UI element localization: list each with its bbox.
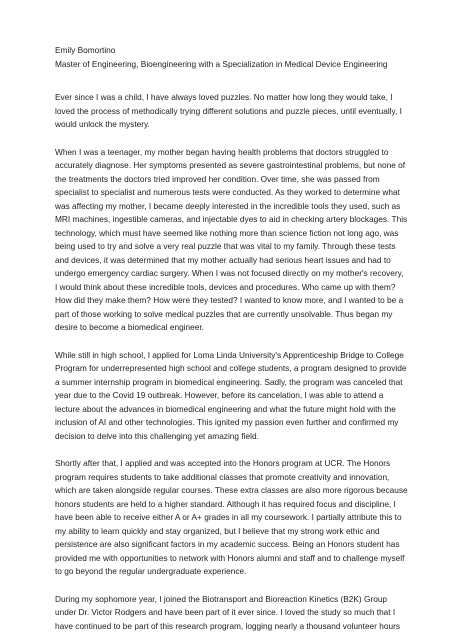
text-line: desire to become a biomedical engineer. [55, 321, 439, 335]
paragraph-3 [55, 349, 439, 444]
text-line: I would think about these incredible tools, devices and procedures. Who came up with them? [55, 281, 439, 295]
paragraph-2 [55, 146, 439, 335]
text-line: decision to delve into this challenging yet amazing field. [55, 430, 439, 444]
paragraph-4 [55, 457, 439, 579]
paragraph-5 [55, 593, 439, 633]
text-line: was affecting my mother, I became deeply interested in the incredible tools they used, such as [55, 200, 439, 214]
document-page [55, 44, 439, 633]
text-line: honors students are held to a higher standard. Although it has required focus and discipline, I [55, 498, 439, 512]
text-line: program requires students to take additional classes that promote creativity and innovation, [55, 471, 439, 485]
text-line: specialist to specialist and numerous tests were conducted. As they worked to determine what [55, 186, 439, 200]
text-line: Shortly after that, I applied and was accepted into the Honors program at UCR. The Honors [55, 457, 439, 471]
text-line: under Dr. Victor Rodgers and have been part of it ever since. I loved the study so much that I [55, 606, 439, 620]
text-line: a summer internship program in biomedical engineering. Sadly, the program was canceled that [55, 376, 439, 390]
text-line: being used to try and solve a very real puzzle that was vital to my family. Through these tests [55, 240, 439, 254]
paragraph-1 [55, 91, 439, 132]
text-line: MRI machines, ingestible cameras, and injectable dyes to aid in checking artery blockages. This [55, 213, 439, 227]
text-line: During my sophomore year, I joined the Biotransport and Bioreaction Kinetics (B2K) Group [55, 593, 439, 607]
degree-title: Master of Engineering, Bioengineering with a Specialization in Medical Device Engineering [55, 58, 439, 72]
text-line: provided me with opportunities to network with Honors alumni and staff and to challenge myself [55, 552, 439, 566]
text-line: have continued to be part of this research program, logging nearly a thousand volunteer hours [55, 620, 439, 633]
text-line: While still in high school, I applied for Loma Linda University's Apprenticeship Bridge to College [55, 349, 439, 363]
text-line: Program for underrepresented high school and college students, a program designed to provide [55, 362, 439, 376]
text-line: inclusion of AI and other technologies. This ignited my passion even further and confirmed my [55, 416, 439, 430]
text-line: How did they make them? How were they tested? I wanted to know more, and I wanted to be a [55, 294, 439, 308]
text-line: lecture about the advances in biomedical engineering and what the future might hold with the [55, 403, 439, 417]
text-line: year due to the Covid 19 outbreak. However, before its cancelation, I was able to attend a [55, 389, 439, 403]
text-line: accurately diagnose. Her symptoms presented as severe gastrointestinal problems, but none of [55, 159, 439, 173]
text-line: which are taken alongside regular courses. These extra classes are also more rigorous because [55, 484, 439, 498]
text-line: would unlock the mystery. [55, 118, 439, 132]
text-line: part of those working to solve medical puzzles that are currently unsolvable. Thus began my [55, 308, 439, 322]
text-line: When I was a teenager, my mother began having health problems that doctors struggled to [55, 146, 439, 160]
text-line: the treatments the doctors tried improved her condition. Over time, she was passed from [55, 173, 439, 187]
text-line: loved the process of methodically trying different solutions and puzzle pieces, until eventually, I [55, 105, 439, 119]
text-line: to go beyond the regular undergraduate experience. [55, 565, 439, 579]
text-line: undergo emergency cardiac surgery. When I was not focused directly on my mother's recovery, [55, 267, 439, 281]
text-line: have been able to receive either A or A+ grades in all my coursework. I partially attribute this to [55, 511, 439, 525]
text-line: and devices, it was determined that my mother actually had serious heart issues and had to [55, 254, 439, 268]
text-line: my ability to learn quickly and stay organized, but I believe that my strong work ethic and [55, 525, 439, 539]
text-line: technology, which must have seemed like nothing more than science fiction not long ago, was [55, 227, 439, 241]
text-line: Ever since I was a child, I have always loved puzzles. No matter how long they would take, I [55, 91, 439, 105]
text-line: persistence are also significant factors in my academic success. Being an Honors student has [55, 538, 439, 552]
author-name: Emily Bomortino [55, 44, 439, 58]
